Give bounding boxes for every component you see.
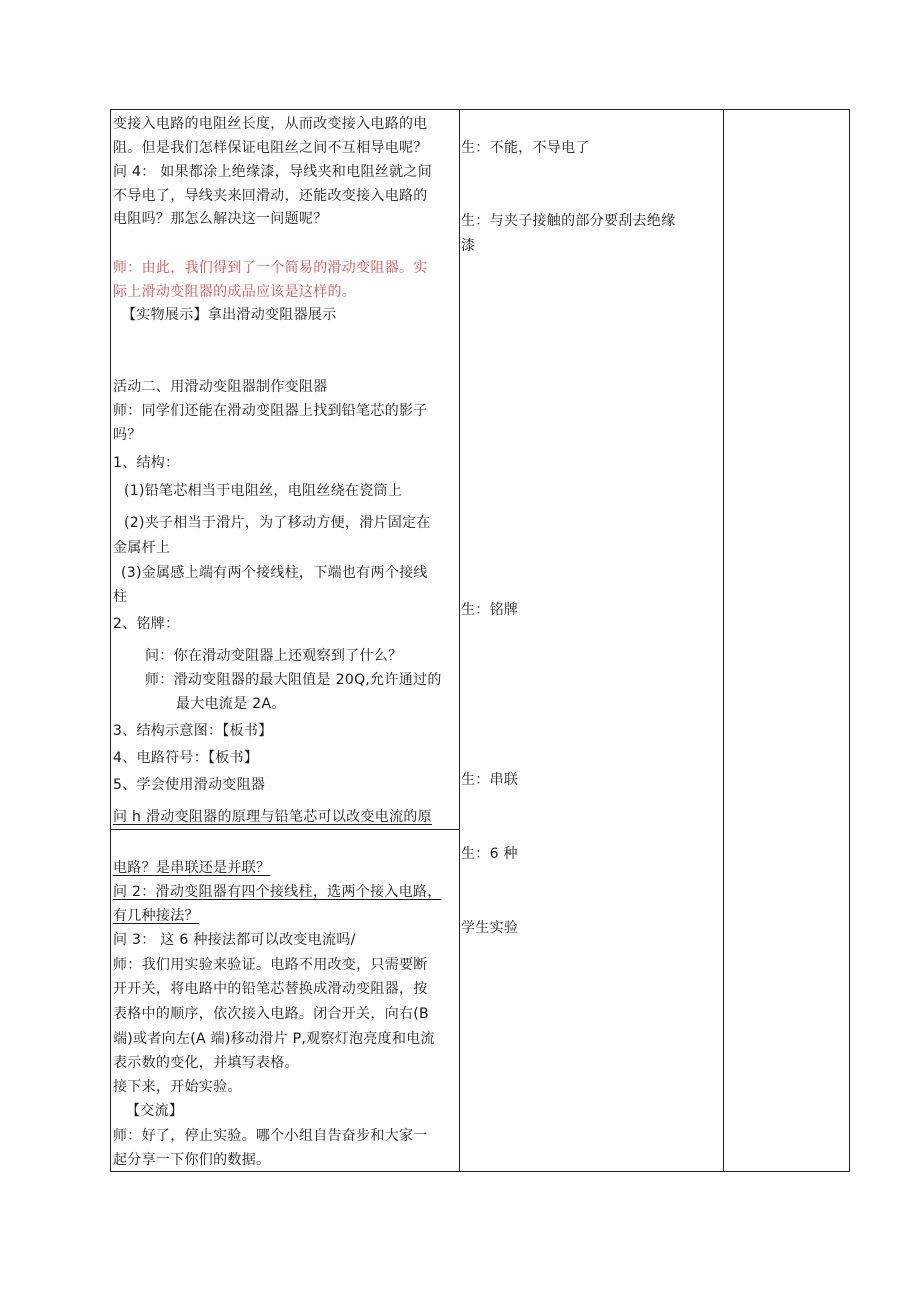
col1-line: 柱 — [113, 589, 128, 605]
col1-line: 变接入电路的电阻丝长度，从而改变接入电路的电 — [113, 116, 428, 132]
col1-line: (3)金属感上端有两个接线柱，下端也有两个接线 — [121, 565, 428, 581]
col2-line: 学生实验 — [461, 920, 519, 936]
col1-line: 【交流】 — [126, 1103, 184, 1119]
col1-line: 师：好了，停止实验。哪个小组自告奋步和大家一 — [113, 1128, 428, 1144]
col1-line: 问 4： 如果都涂上绝缘漆，导线夹和电阻丝就之间 — [113, 164, 433, 180]
col1-line: (2)夹子相当于滑片，为了移动方便，滑片固定在 — [124, 515, 431, 531]
col1-line: 4、电路符号：【板书】 — [113, 750, 259, 766]
col1-line: 2、铭牌： — [113, 616, 180, 632]
row-divider — [111, 829, 460, 830]
col1-line: 表格中的顺序，依次接入电路。闭合开关，向右(B — [113, 1006, 429, 1022]
col1-line: 师：滑动变阻器的最大阻值是 20Q,允许通过的 — [145, 672, 442, 688]
col1-line: 5、学会使用滑动变阻器 — [113, 777, 266, 793]
col1-line: 问 3： 这 6 种接法都可以改变电流吗/ — [113, 932, 356, 948]
col1-line-highlight: 际上滑动变阻器的成品应该是这样的。 — [113, 284, 357, 300]
col1-line-highlight: 师：由此，我们得到了一个简易的滑动变阻器。实 — [113, 260, 428, 276]
col1-line: 电阻吗？那怎么解决这一问题呢？ — [113, 211, 328, 227]
col1-line: 不导电了，导线夹来回滑动，还能改变接入电路的 — [113, 188, 428, 204]
col2-line: 生：铭牌 — [461, 602, 519, 618]
col1-line-underlined: 问 2：滑动变阻器有四个接线柱，选两个接入电路， — [113, 884, 442, 900]
col1-line: 端)或者向左(A 端)移动滑片 P,观察灯泡亮度和电流 — [113, 1031, 435, 1047]
col1-heading: 活动二、用滑动变阻器制作变阻器 — [113, 379, 328, 395]
col1-line: 1、结构： — [113, 455, 180, 471]
col1-line: 表示数的变化，并填写表格。 — [113, 1055, 299, 1071]
col2-line: 生：6 种 — [461, 846, 518, 862]
col1-line: 3、结构示意图：【板书】 — [113, 723, 273, 739]
col1-line: 起分享一下你们的数据。 — [113, 1152, 271, 1168]
col1-line: 师：同学们还能在滑动变阻器上找到铅笔芯的影子 — [113, 403, 428, 419]
col1-line: (1)铅笔芯相当于电阻丝，电阻丝绕在瓷筒上 — [124, 483, 403, 499]
col2-line: 生：串联 — [461, 772, 519, 788]
col1-line: 最大电流是 2A。 — [176, 696, 286, 712]
col1-line: 阻。但是我们怎样保证电阻丝之间不互相导电呢？ — [113, 140, 428, 156]
col2-line: 生：不能，不导电了 — [461, 140, 590, 156]
col1-line: 师：我们用实验来验证。电路不用改变，只需要断 — [113, 957, 428, 973]
column-divider-2 — [723, 110, 724, 1171]
col1-line: 开开关，将电路中的铅笔芯替换成滑动变阻器，按 — [113, 981, 428, 997]
col1-line-underlined: 电路？是串联还是并联？ — [113, 860, 271, 876]
col1-line: 吗？ — [113, 427, 142, 443]
column-divider-1 — [459, 110, 460, 1171]
col1-line: 金属杆上 — [113, 540, 171, 556]
col1-line: 【实物展示】拿出滑动变阻器展示 — [122, 307, 337, 323]
col1-line-underlined: 有几种接法？ — [113, 908, 199, 924]
col1-line: 接下来，开始实验。 — [113, 1079, 242, 1095]
col2-line: 生：与夹子接触的部分要刮去绝缘 — [461, 213, 676, 229]
col1-line-underlined: 问 h 滑动变阻器的原理与铅笔芯可以改变电流的原 — [113, 809, 432, 825]
col1-line: 问：你在滑动变阻器上还观察到了什么？ — [145, 648, 403, 664]
col2-line: 漆 — [461, 238, 476, 254]
